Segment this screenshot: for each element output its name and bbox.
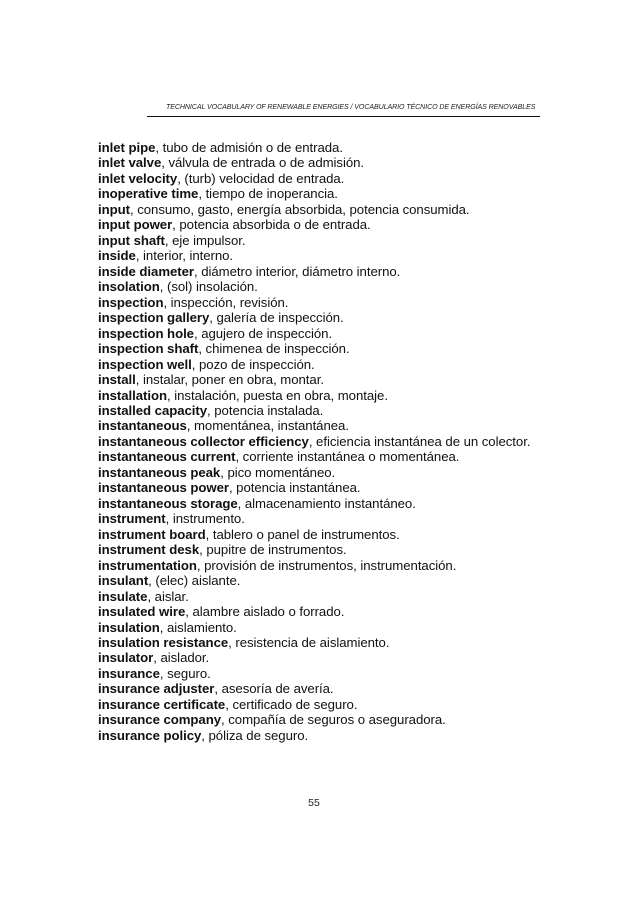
entry-term: insulant: [98, 573, 149, 589]
glossary-entry: [98, 248, 558, 263]
entry-term: insulation resistance: [98, 635, 229, 650]
glossary-entry: [98, 511, 558, 526]
entry-definition: , aislamiento.: [159, 619, 237, 635]
entry-definition: , eje impulsor.: [164, 232, 246, 248]
entry-definition: , instalación, puesta en obra, montaje.: [167, 387, 388, 403]
entry-term: instantaneous collector efficiency: [98, 433, 309, 449]
glossary-entry: [98, 480, 558, 495]
glossary-entry: [98, 233, 558, 248]
header-rule: [147, 116, 540, 117]
entry-definition: , provisión de instrumentos, instrumentación.: [196, 557, 457, 573]
glossary-entry: [98, 388, 558, 403]
entry-term: inside diameter: [98, 263, 194, 279]
entry-term: install: [98, 372, 136, 388]
glossary-entry: [98, 449, 558, 464]
entry-definition: , póliza de seguro.: [201, 727, 309, 743]
entry-definition: , (elec) aislante.: [148, 573, 241, 589]
entry-term: input shaft: [98, 232, 165, 248]
entry-definition: , instrumento.: [165, 511, 245, 527]
glossary-entry: [98, 712, 558, 727]
entry-definition: , alambre aislado o forrado.: [185, 604, 345, 620]
entry-term: insulator: [98, 650, 154, 666]
entry-definition: , instalar, poner en obra, montar.: [135, 372, 324, 388]
entry-term: instantaneous storage: [98, 495, 238, 511]
entry-term: instrument board: [98, 526, 206, 542]
entry-term: instantaneous peak: [98, 464, 221, 480]
glossary-entry: [98, 542, 558, 557]
entry-definition: , (sol) insolación.: [159, 279, 258, 295]
entry-term: inspection hole: [98, 325, 194, 341]
entry-term: insulate: [98, 588, 148, 604]
entry-term: insulation: [98, 619, 160, 635]
entry-definition: , almacenamiento instantáneo.: [237, 495, 416, 511]
entry-term: inspection shaft: [98, 341, 199, 357]
glossary-entry: [98, 217, 558, 232]
glossary-entry: [98, 186, 558, 201]
entry-term: installed capacity: [98, 402, 208, 418]
entry-definition: , eficiencia instantánea de un colector.: [308, 433, 531, 449]
entry-term: inlet pipe: [98, 140, 156, 155]
entry-definition: , aislar.: [147, 588, 189, 604]
glossary-entry: [98, 341, 558, 356]
glossary-entry: [98, 140, 558, 155]
glossary-entry: [98, 155, 558, 170]
glossary-entry: [98, 697, 558, 712]
glossary-entry: [98, 279, 558, 294]
entry-definition: , potencia absorbida o de entrada.: [172, 217, 371, 233]
glossary-entry: [98, 604, 558, 619]
glossary-entry: [98, 326, 558, 341]
entry-term: inspection gallery: [98, 310, 210, 326]
glossary-entry: [98, 527, 558, 542]
entry-term: inlet velocity: [98, 170, 178, 186]
entry-term: input: [98, 201, 130, 217]
entry-term: instantaneous current: [98, 449, 236, 465]
entry-term: insurance company: [98, 712, 222, 728]
entry-definition: , agujero de inspección.: [193, 325, 333, 341]
entry-term: inlet valve: [98, 155, 162, 171]
entry-term: inside: [98, 248, 136, 264]
entry-definition: , inspección, revisión.: [163, 294, 289, 310]
glossary-entry: [98, 171, 558, 186]
entry-term: instrumentation: [98, 557, 197, 573]
running-header: TECHNICAL VOCABULARY OF RENEWABLE ENERGIES / VOCABULARIO TÉCNICO DE ENERGÍAS RENOVABLES: [166, 103, 536, 111]
entry-term: instantaneous: [98, 418, 187, 434]
glossary-entry: [98, 620, 558, 635]
entry-term: insurance certificate: [98, 696, 226, 712]
entry-definition: , pico momentáneo.: [220, 464, 336, 480]
entry-term: inspection well: [98, 356, 192, 372]
glossary-entry: [98, 589, 558, 604]
glossary-entry: [98, 310, 558, 325]
glossary-entry: [98, 573, 558, 588]
entry-definition: , potencia instantánea.: [228, 480, 361, 496]
entry-term: insulated wire: [98, 604, 186, 620]
entry-term: insurance: [98, 665, 160, 681]
glossary-entry: [98, 434, 558, 449]
entry-definition: , válvula de entrada o de admisión.: [161, 155, 365, 171]
entry-term: inoperative time: [98, 186, 199, 202]
page-number: 55: [308, 797, 320, 809]
entry-term: insurance policy: [98, 727, 202, 743]
entry-definition: , tubo de admisión o de entrada.: [155, 140, 343, 155]
glossary-entry: [98, 295, 558, 310]
glossary-entry: [98, 635, 558, 650]
entry-definition: , consumo, gasto, energía absorbida, potencia consumida.: [129, 201, 470, 217]
glossary-entry: [98, 202, 558, 217]
entry-definition: , tiempo de inoperancia.: [198, 186, 338, 202]
glossary-entry: [98, 465, 558, 480]
entry-definition: , certificado de seguro.: [225, 696, 358, 712]
entry-definition: , potencia instalada.: [207, 402, 324, 418]
entry-definition: , seguro.: [159, 665, 211, 681]
glossary-entry: [98, 558, 558, 573]
entry-term: installation: [98, 387, 168, 403]
entry-definition: , resistencia de aislamiento.: [228, 635, 390, 650]
entry-definition: , tablero o panel de instrumentos.: [205, 526, 400, 542]
entry-definition: , interior, interno.: [135, 248, 234, 264]
glossary-entry: [98, 650, 558, 665]
entry-definition: , chimenea de inspección.: [198, 341, 350, 357]
glossary-entry: [98, 666, 558, 681]
glossary-entries: [98, 140, 558, 743]
entry-definition: , asesoría de avería.: [214, 681, 334, 697]
entry-term: insurance adjuster: [98, 681, 215, 697]
glossary-entry: [98, 403, 558, 418]
entry-definition: , pupitre de instrumentos.: [199, 542, 347, 558]
entry-definition: , diámetro interior, diámetro interno.: [194, 263, 401, 279]
entry-definition: , (turb) velocidad de entrada.: [177, 170, 345, 186]
glossary-entry: [98, 681, 558, 696]
entry-definition: , galería de inspección.: [209, 310, 344, 326]
entry-term: inspection: [98, 294, 164, 310]
entry-definition: , momentánea, instantánea.: [186, 418, 349, 434]
entry-definition: , corriente instantánea o momentánea.: [235, 449, 460, 465]
glossary-entry: [98, 264, 558, 279]
glossary-entry: [98, 357, 558, 372]
entry-definition: , pozo de inspección.: [191, 356, 315, 372]
entry-term: input power: [98, 217, 173, 233]
glossary-entry: [98, 728, 558, 743]
glossary-entry: [98, 418, 558, 433]
entry-term: instantaneous power: [98, 480, 229, 496]
entry-definition: , aislador.: [153, 650, 210, 666]
entry-term: insolation: [98, 279, 160, 295]
glossary-entry: [98, 372, 558, 387]
entry-term: instrument desk: [98, 542, 200, 558]
entry-term: instrument: [98, 511, 166, 527]
entry-definition: , compañía de seguros o aseguradora.: [221, 712, 446, 728]
glossary-entry: [98, 496, 558, 511]
